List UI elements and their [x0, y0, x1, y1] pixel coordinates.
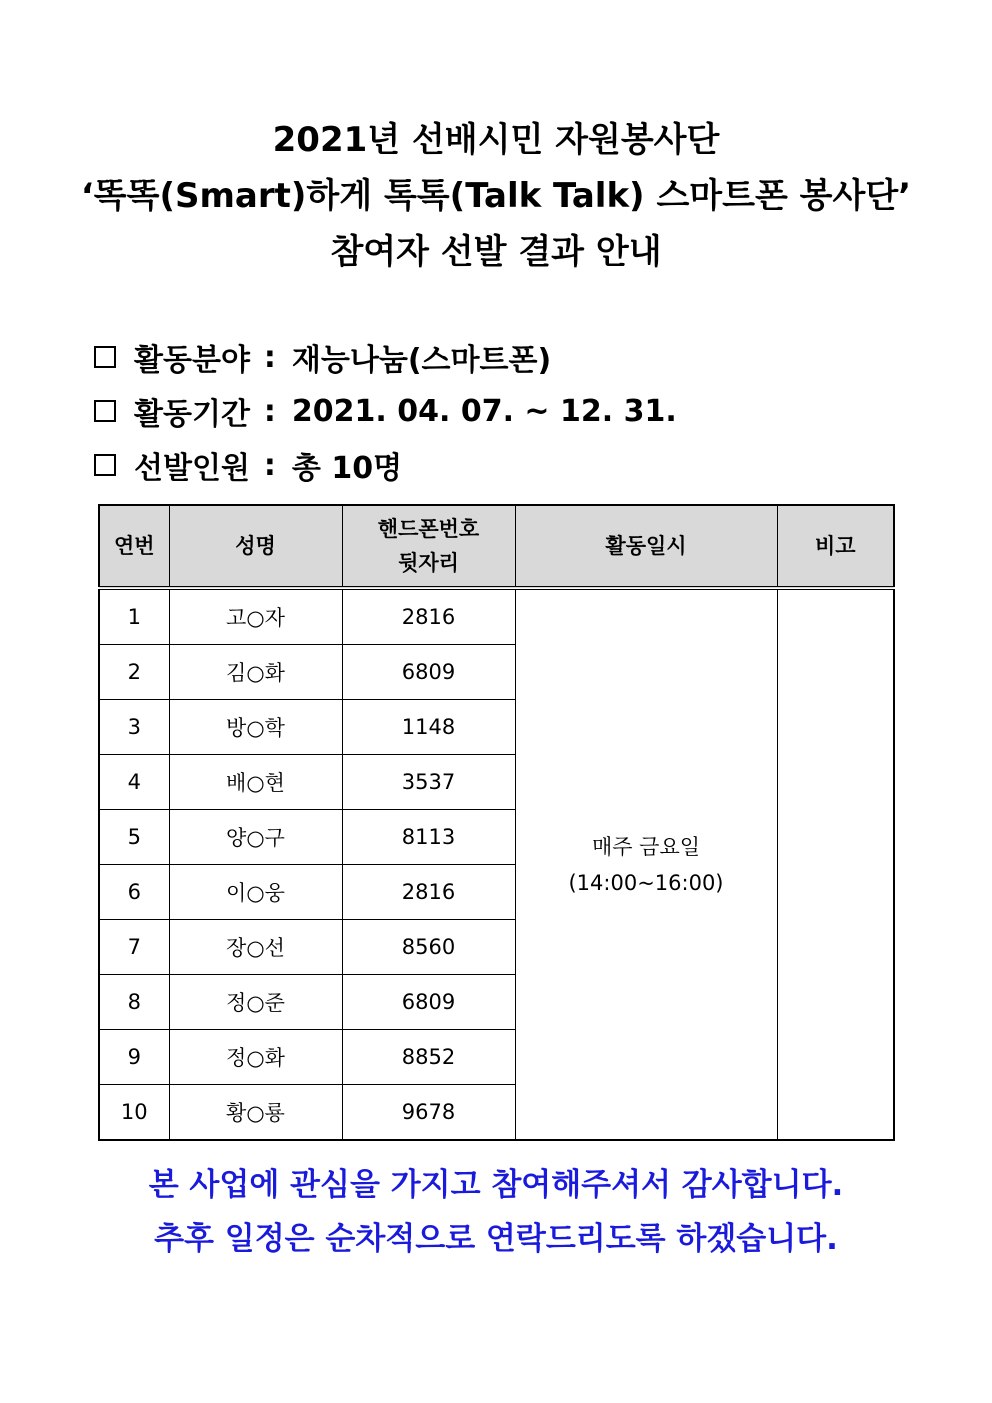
cell-phone: 2816 — [342, 588, 515, 645]
cell-name: 이○웅 — [169, 865, 342, 920]
info-separator: : — [263, 447, 276, 483]
info-row-count — [94, 438, 677, 492]
cell-no: 1 — [99, 588, 169, 645]
cell-note — [777, 588, 894, 1140]
header-note: 비고 — [777, 505, 894, 588]
cell-phone: 6809 — [342, 645, 515, 700]
cell-name: 방○학 — [169, 700, 342, 755]
closing-line-1: 본 사업에 관심을 가지고 참여해주셔서 감사합니다. — [148, 1167, 844, 1203]
header-phone-line2: 뒷자리 — [398, 551, 459, 575]
cell-name: 정○준 — [169, 975, 342, 1030]
cell-phone: 6809 — [342, 975, 515, 1030]
header-schedule: 활동일시 — [515, 505, 777, 588]
info-value: 총 10명 — [291, 451, 403, 486]
info-separator: : — [263, 393, 276, 429]
cell-phone: 8560 — [342, 920, 515, 975]
document-title — [0, 112, 992, 280]
title-line-1: 2021년 선배시민 자원봉사단 — [272, 120, 720, 160]
cell-name: 양○구 — [169, 810, 342, 865]
schedule-time: (14:00~16:00) — [568, 870, 724, 895]
info-separator: : — [263, 339, 276, 375]
header-phone-line1: 핸드폰번호 — [377, 517, 480, 541]
info-value: 재능나눔(스마트폰) — [291, 343, 552, 378]
cell-no: 2 — [99, 645, 169, 700]
info-label: 선발인원 — [134, 451, 250, 486]
info-label: 활동기간 — [134, 397, 250, 432]
cell-phone: 8113 — [342, 810, 515, 865]
cell-name: 장○선 — [169, 920, 342, 975]
cell-no: 5 — [99, 810, 169, 865]
table-row — [99, 588, 894, 645]
cell-phone: 2816 — [342, 865, 515, 920]
schedule-day: 매주 금요일 — [591, 834, 701, 859]
cell-no: 8 — [99, 975, 169, 1030]
checkbox-icon — [94, 454, 116, 476]
info-row-field — [94, 330, 677, 384]
cell-no: 6 — [99, 865, 169, 920]
info-label: 활동분야 — [134, 343, 250, 378]
cell-name: 정○화 — [169, 1030, 342, 1085]
cell-no: 10 — [99, 1085, 169, 1141]
header-phone — [342, 505, 515, 588]
cell-phone: 8852 — [342, 1030, 515, 1085]
cell-no: 9 — [99, 1030, 169, 1085]
cell-name: 고○자 — [169, 588, 342, 645]
cell-name: 황○룡 — [169, 1085, 342, 1141]
cell-phone: 1148 — [342, 700, 515, 755]
closing-message — [0, 1158, 992, 1266]
checkbox-icon — [94, 400, 116, 422]
closing-line-2: 추후 일정은 순차적으로 연락드리도록 하겠습니다. — [154, 1221, 838, 1257]
header-no: 연번 — [99, 505, 169, 588]
cell-name: 배○현 — [169, 755, 342, 810]
cell-name: 김○화 — [169, 645, 342, 700]
info-row-period — [94, 384, 677, 438]
info-value: 2021. 04. 07. ~ 12. 31. — [291, 393, 677, 429]
info-list — [94, 330, 677, 492]
table-header-row — [99, 505, 894, 588]
checkbox-icon — [94, 346, 116, 368]
cell-schedule — [515, 588, 777, 1140]
cell-no: 4 — [99, 755, 169, 810]
cell-no: 3 — [99, 700, 169, 755]
cell-phone: 3537 — [342, 755, 515, 810]
participant-table — [98, 504, 895, 1141]
cell-phone: 9678 — [342, 1085, 515, 1141]
title-line-3: 참여자 선발 결과 안내 — [330, 232, 662, 272]
cell-no: 7 — [99, 920, 169, 975]
title-line-2: ‘똑똑(Smart)하게 톡톡(Talk Talk) 스마트폰 봉사단’ — [80, 176, 912, 216]
header-name: 성명 — [169, 505, 342, 588]
